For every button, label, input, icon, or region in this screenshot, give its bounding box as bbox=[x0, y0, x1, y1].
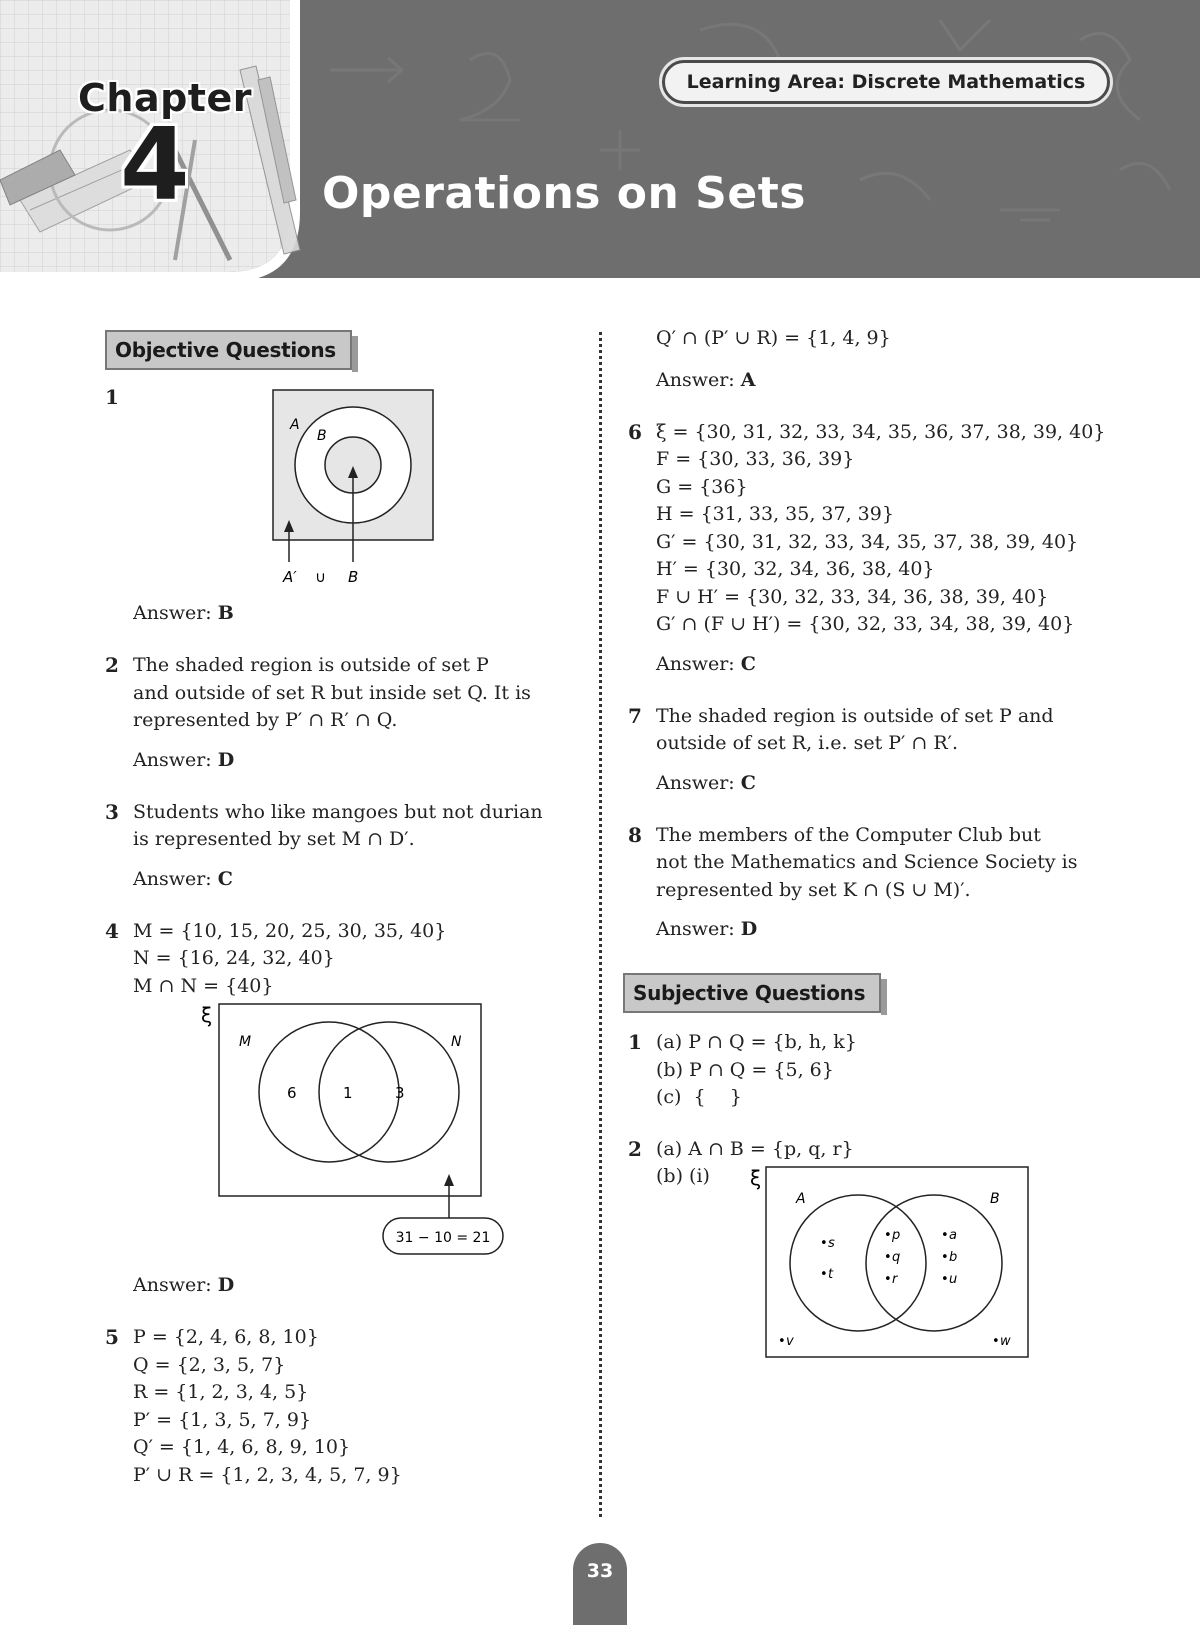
answer-line bbox=[656, 916, 1098, 943]
question-line: ξ = {30, 31, 32, 33, 34, 35, 36, 37, 38, 39, 40} bbox=[656, 420, 1106, 443]
universal-symbol: ξ bbox=[201, 1003, 213, 1027]
q2b-block bbox=[656, 1163, 1098, 1363]
chapter-label: Chapter bbox=[78, 76, 252, 120]
question-line: represented by set K ∩ (S ∪ M)′. bbox=[656, 878, 971, 901]
subjective-question-2 bbox=[628, 1136, 1098, 1364]
question-number: 3 bbox=[105, 799, 119, 824]
question-line: The members of the Computer Club but bbox=[656, 823, 1041, 846]
subjective-section bbox=[623, 973, 1098, 1013]
q4-venn-diagram bbox=[133, 1000, 553, 1270]
answer-label: Answer: bbox=[133, 867, 212, 890]
subjective-question-1 bbox=[628, 1029, 1098, 1112]
question-line: The shaded region is outside of set P and bbox=[656, 704, 1054, 727]
question-line: F = {30, 33, 36, 39} bbox=[656, 448, 855, 470]
universal-symbol: ξ bbox=[750, 1166, 762, 1190]
element-r: r bbox=[892, 1272, 898, 1287]
n-only-count: 3 bbox=[395, 1084, 405, 1102]
answer-value: C bbox=[740, 771, 756, 794]
label-b: B bbox=[348, 568, 359, 586]
answer-value: D bbox=[217, 748, 235, 771]
set-m-label: M bbox=[239, 1034, 252, 1050]
chapter-header bbox=[0, 0, 1200, 278]
bullet: • bbox=[884, 1272, 892, 1287]
question-line: and outside of set R but inside set Q. It is bbox=[133, 681, 531, 704]
objective-questions-heading: Objective Questions bbox=[105, 330, 352, 370]
bullet: • bbox=[941, 1272, 949, 1287]
question-line: G = {36} bbox=[656, 475, 748, 498]
question-line: N = {16, 24, 32, 40} bbox=[133, 947, 335, 969]
answer-line bbox=[133, 866, 575, 893]
question-number: 2 bbox=[105, 653, 119, 677]
question-line: P′ = {1, 3, 5, 7, 9} bbox=[133, 1408, 312, 1431]
outside-calculation: 31 − 10 = 21 bbox=[395, 1230, 491, 1246]
question-line: G′ = {30, 31, 32, 33, 34, 35, 37, 38, 39, 40} bbox=[656, 530, 1079, 553]
label-a-complement: A′ bbox=[283, 568, 297, 586]
question-line: H = {31, 33, 35, 37, 39} bbox=[656, 503, 894, 525]
question-number: 7 bbox=[628, 703, 642, 728]
answer-line bbox=[133, 1272, 575, 1299]
question-line: (a) A ∩ B = {p, q, r} bbox=[656, 1137, 854, 1160]
objective-question-8 bbox=[628, 822, 1098, 944]
element-s: s bbox=[828, 1236, 835, 1251]
left-column bbox=[105, 330, 575, 1489]
chapter-number: 4 bbox=[120, 106, 190, 223]
set-b-label: B bbox=[317, 428, 327, 444]
question-line: G′ ∩ (F ∪ H′) = {30, 32, 33, 34, 38, 39, 40} bbox=[656, 613, 1075, 635]
bullet: • bbox=[941, 1228, 949, 1243]
bullet: • bbox=[820, 1267, 828, 1282]
objective-question-5-continued bbox=[628, 325, 1098, 394]
objective-question-4 bbox=[105, 918, 575, 1300]
question-line: R = {1, 2, 3, 4, 5} bbox=[133, 1381, 309, 1403]
s-q2-venn-diagram bbox=[656, 1163, 1036, 1363]
answer-label: Answer: bbox=[656, 652, 735, 675]
right-column bbox=[628, 325, 1106, 1363]
objective-question-6 bbox=[628, 419, 1106, 678]
question-line: Q = {2, 3, 5, 7} bbox=[133, 1353, 286, 1376]
answer-label: Answer: bbox=[656, 918, 735, 940]
element-q: q bbox=[892, 1250, 901, 1265]
set-n-label: N bbox=[451, 1034, 462, 1050]
set-a-label: A bbox=[796, 1191, 806, 1207]
question-line: (b) (i) bbox=[656, 1165, 710, 1187]
question-line: M = {10, 15, 20, 25, 30, 35, 40} bbox=[133, 919, 447, 942]
answer-value: B bbox=[217, 602, 234, 624]
q1-venn-diagram bbox=[133, 384, 553, 594]
question-number: 4 bbox=[105, 918, 119, 943]
bullet: • bbox=[941, 1250, 949, 1265]
intersection-count: 1 bbox=[343, 1084, 353, 1102]
answer-label: Answer: bbox=[133, 748, 212, 771]
question-line: M ∩ N = {40} bbox=[133, 974, 274, 997]
objective-question-5 bbox=[105, 1324, 575, 1489]
question-number: 1 bbox=[628, 1030, 642, 1054]
label-union: ∪ bbox=[315, 568, 326, 586]
question-line: (b) P ∩ Q = {5, 6} bbox=[656, 1058, 834, 1081]
question-line: not the Mathematics and Science Society is bbox=[656, 851, 1078, 873]
objective-question-2 bbox=[105, 652, 575, 774]
question-number: 5 bbox=[105, 1325, 119, 1349]
question-line: P = {2, 4, 6, 8, 10} bbox=[133, 1326, 319, 1348]
objective-question-7 bbox=[628, 703, 1098, 797]
question-number: 6 bbox=[628, 419, 642, 444]
answer-value: C bbox=[217, 867, 233, 890]
element-p: p bbox=[892, 1228, 901, 1243]
question-line: The shaded region is outside of set P bbox=[133, 654, 489, 676]
set-a-label: A bbox=[290, 417, 300, 433]
bullet: • bbox=[884, 1228, 892, 1243]
answer-line bbox=[133, 600, 575, 627]
page-number: 33 bbox=[586, 1560, 614, 1582]
answer-line bbox=[656, 651, 1098, 678]
bullet: • bbox=[884, 1250, 892, 1265]
question-number: 2 bbox=[628, 1136, 642, 1161]
question-line: F ∪ H′ = {30, 32, 33, 34, 36, 38, 39, 40} bbox=[656, 585, 1049, 608]
bullet: • bbox=[778, 1334, 786, 1349]
answer-label: Answer: bbox=[656, 771, 735, 794]
answer-label: Answer: bbox=[133, 602, 212, 624]
element-u: u bbox=[949, 1272, 958, 1287]
answer-line bbox=[656, 770, 1098, 797]
question-line: (c) { } bbox=[656, 1086, 742, 1108]
page-number-tab bbox=[573, 1543, 627, 1625]
m-only-count: 6 bbox=[287, 1084, 297, 1102]
question-line: outside of set R, i.e. set P′ ∩ R′. bbox=[656, 732, 959, 754]
question-line: P′ ∪ R = {1, 2, 3, 4, 5, 7, 9} bbox=[133, 1463, 402, 1486]
objective-question-1 bbox=[105, 384, 575, 627]
answer-value: A bbox=[740, 368, 756, 391]
answer-label: Answer: bbox=[133, 1274, 212, 1296]
question-number: 8 bbox=[628, 822, 642, 847]
element-a: a bbox=[949, 1228, 957, 1243]
question-number: 1 bbox=[105, 385, 119, 409]
answer-value: D bbox=[740, 918, 758, 940]
answer-line bbox=[133, 747, 575, 774]
element-w: w bbox=[1000, 1334, 1011, 1349]
question-line: H′ = {30, 32, 34, 36, 38, 40} bbox=[656, 558, 935, 580]
answer-label: Answer: bbox=[656, 368, 735, 391]
question-line: Q′ = {1, 4, 6, 8, 9, 10} bbox=[133, 1436, 351, 1458]
question-line: is represented by set M ∩ D′. bbox=[133, 828, 415, 850]
subjective-questions-heading: Subjective Questions bbox=[623, 973, 881, 1013]
column-divider bbox=[599, 332, 602, 1517]
bullet: • bbox=[820, 1236, 828, 1251]
question-line: Q′ ∩ (P′ ∪ R) = {1, 4, 9} bbox=[656, 327, 891, 349]
bullet: • bbox=[992, 1334, 1000, 1349]
question-line: represented by P′ ∩ R′ ∩ Q. bbox=[133, 709, 398, 731]
learning-area-badge: Learning Area: Discrete Mathematics bbox=[662, 60, 1110, 104]
answer-value: D bbox=[217, 1274, 235, 1296]
answer-value: C bbox=[740, 652, 756, 675]
element-b: b bbox=[949, 1250, 958, 1265]
objective-question-3 bbox=[105, 799, 575, 893]
set-b-label: B bbox=[990, 1191, 1000, 1207]
element-v: v bbox=[786, 1334, 794, 1349]
question-line: (a) P ∩ Q = {b, h, k} bbox=[656, 1031, 857, 1053]
element-t: t bbox=[828, 1267, 834, 1282]
question-line: Students who like mangoes but not durian bbox=[133, 800, 543, 823]
chapter-title: Operations on Sets bbox=[322, 168, 806, 219]
answer-line bbox=[656, 367, 1098, 394]
